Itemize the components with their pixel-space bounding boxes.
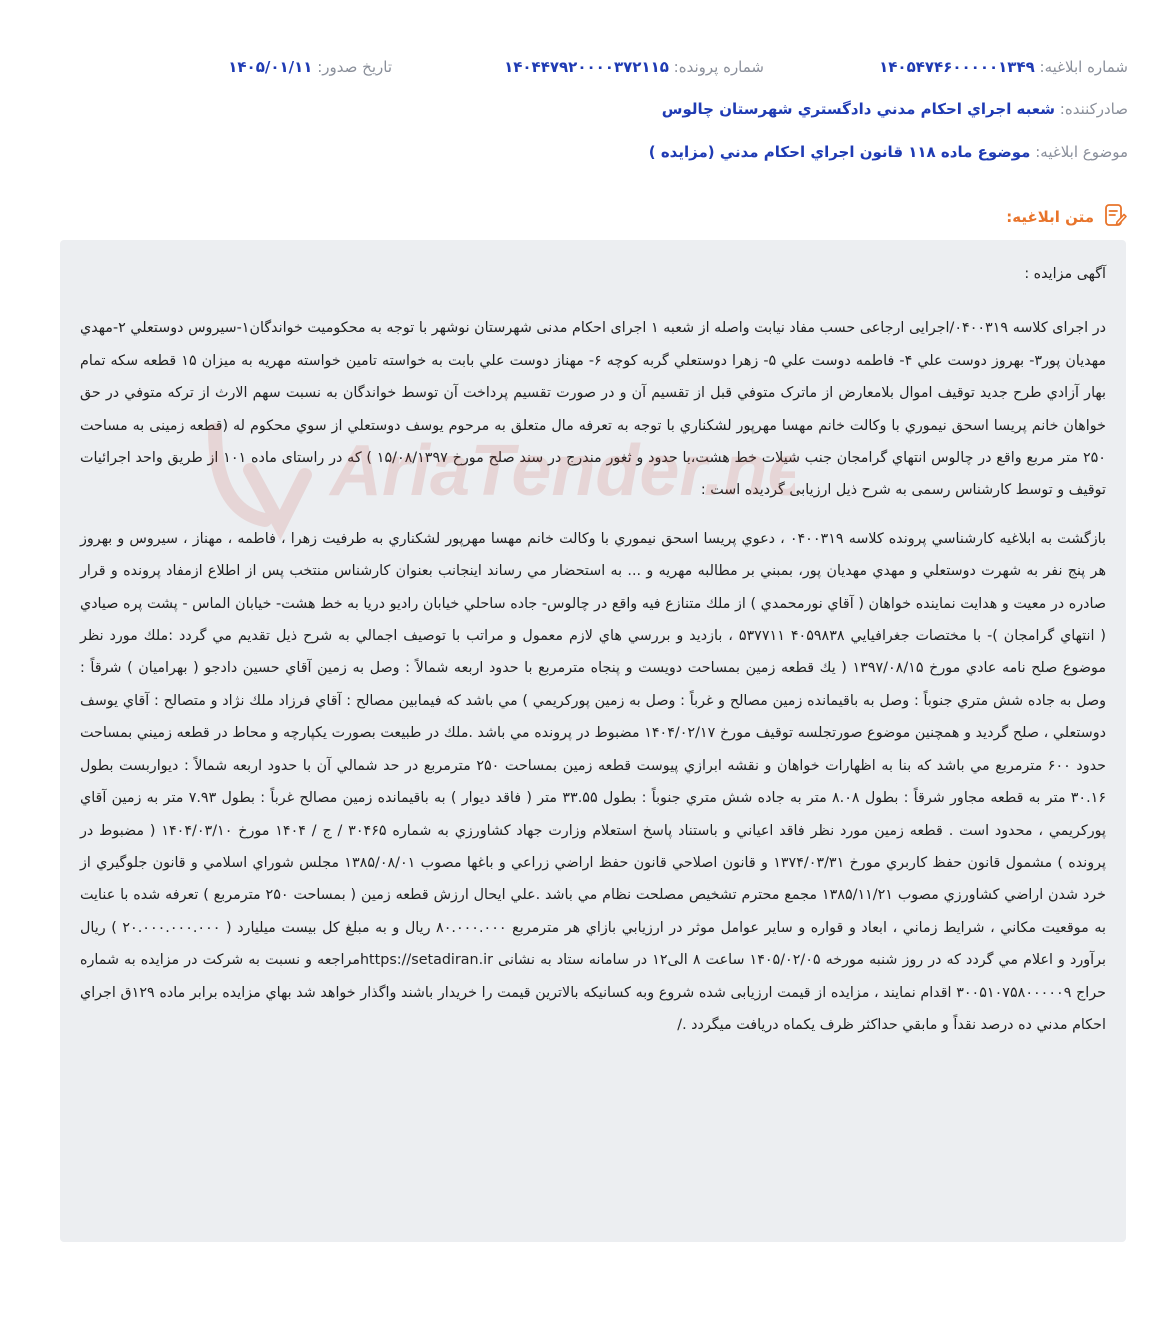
header-meta-row [46,58,1128,82]
case-number-value: ۱۴۰۴۴۷۹۲۰۰۰۰۳۷۲۱۱۵ [504,58,669,76]
issue-date-label: تاريخ صدور: [317,58,392,76]
paragraph-2: بازگشت به ابلاغيه كارشناسي پرونده كلاسه ۰۴۰۰۳۱۹ ، دعوي پريسا اسحق نيموري با وكالت خانم مهسا مهرپور لشكناري به طرفيت زهرا ، فاطمه ، مهناز ، سيروس و بهروز هر پنج نفر به شهرت دوستعلي و مهدي مهديان پور، بمبني بر مطالبه مهريه و ... به استحضار مي رساند اينجانب بعنوان كارشناس منتخب پس از اطلاع ازمفاد پرونده و قرار صادره در معيت و هدايت نماينده خواهان ( آقاي نورمحمدي ) از ملك متنازع فيه واقع در چالوس- جاده ساحلي خيابان راديو دريا به خط هشت- خيابان الماس - پشت پره صيادي ( انتهاي گرامجان )- با مختصات جغرافيايي ۴۰۵۹۸۳۸ ۵۳۷۷۱۱ ، بازديد و بررسي هاي لازم معمول و مراتب با توصيف اجمالي به شرح ذيل تقديم مي گردد :ملك مورد نظر موضوع صلح نامه عادي مورخ ۱۳۹۷/۰۸/۱۵ ( يك قطعه زمين بمساحت دويست و پنجاه مترمربع با حدود اربعه شمالاً : وصل به زمين آقاي حسين دادجو ( بهراميان ) شرقاً : وصل به جاده شش متري جنوباً : وصل به باقيمانده زمين مصالح و غرباً : وصل به زمين پوركريمي ) مي باشد كه فيمابين مصالح : آقاي فرزاد ملك نژاد و متصالح : آقاي يوسف دوستعلي ، صلح گرديد و همچنين موضوع صورتجلسه توقيف مورخ ۱۴۰۴/۰۲/۱۷ مضبوط در پرونده مي باشد .ملك در طبيعت بصورت يكپارچه و محاط در قطعه زميني بمساحت حدود ۶۰۰ مترمربع مي باشد كه بنا به اظهارات خواهان و نقشه ابرازي پيوست قطعه زمين بمساحت ۲۵۰ مترمربع در حد شمالي آن با حدود اربعه شمالاً : ديواربست بطول ۳۰.۱۶ متر به قطعه مجاور شرقاً : بطول ۸.۰۸ متر به جاده شش متري جنوباً : بطول ۳۳.۵۵ متر ( فاقد ديوار ) به باقيمانده زمين مصالح غرباً : بطول ۷.۹۳ متر به زمين آقاي پوركريمي ، محدود است . قطعه زمين مورد نظر فاقد اعياني و باستناد پاسخ استعلام وزارت جهاد كشاورزي به شماره ۳۰۴۶۵ / ج / ۱۴۰۴ مورخ ۱۴۰۴/۰۳/۱۰ ( مضبوط در پرونده ) مشمول قانون حفظ كاربري مورخ ۱۳۷۴/۰۳/۳۱ و قانون اصلاحي قانون حفظ اراضي زراعي و باغها مصوب ۱۳۸۵/۰۸/۰۱ مجلس شوراي اسلامي و قانون جلوگيري از خرد شدن اراضي كشاورزي مصوب ۱۳۸۵/۱۱/۲۱ مجمع محترم تشخيص مصلحت نظام مي باشد .علي ايحال ارزش قطعه زمين ( بمساحت ۲۵۰ مترمربع ) تعرفه شده با عنايت به موقعيت مكاني ، شرايط زماني ، ابعاد و قواره و ساير عوامل موثر در ارزيابي بازاي هر مترمربع ۸۰.۰۰۰.۰۰۰ ريال و به مبلغ كل بيست ميليارد ( ۲۰.۰۰۰.۰۰۰.۰۰۰ ) ريال برآورد و اعلام مي گردد که در روز شنبه مورخه ۱۴۰۵/۰۲/۰۵ ساعت ۸ الی۱۲ در سامانه ستاد به نشانی https://setadiran.irمراجعه و نسبت به شرکت در مزایده به شماره حراج ۳۰۰۵۱۰۷۵۸۰۰۰۰۰۹ اقدام نمایند ، مزایده از قیمت ارزیابی شده شروع وبه کسانیکه بالاترین قیمت را خریدار باشند واگذار خواهد شد بهاي مزايده برابر ماده ۱۲۹ق اجراي احكام مدني ده درصد نقداً و مابقي حداكثر ظرف يكماه دريافت ميگردد ./ [80,530,1107,1033]
issuer-label: صادرکننده: [1059,100,1128,118]
auction-heading: آگهی مزایده : [1024,266,1106,282]
subject-line [649,143,1128,161]
issue-date-value: ۱۴۰۵/۰۱/۱۱ [228,58,313,76]
notice-text-heading [1006,202,1128,232]
issue-date [228,58,392,76]
subject-value: موضوع ماده ۱۱۸ قانون اجراي احکام مدني (مزايده ) [648,143,1031,161]
notice-number-label: شماره ابلاغيه: [1039,58,1128,76]
case-number [504,58,764,76]
subject-label: موضوع ابلاغيه: [1035,143,1128,161]
section-title: متن ابلاغیه: [1006,208,1094,226]
notice-number [879,58,1128,76]
paragraph-1: در اجرای کلاسه ۰۴۰۰۳۱۹/اجرایی ارجاعی حسب مفاد نیابت واصله از شعبه ۱ اجرای احکام مدنی شهرستان نوشهر با توجه به محکومیت خواندگان۱-سیروس دوستعلي ۲-مهدي مهديان پور۳- بهروز دوست علي ۴- فاطمه دوست علي ۵- زهرا دوستعلي گربه کوچه ۶- مهناز دوست علي بابت به خواسته تامين خواسته مهريه به ميزان ۱۵ قطعه سکه تمام بهار آزادي طرح جديد توقيف اموال بلامعارض از ماترک متوفي قبل از تقسيم آن و در صورت تقسيم پرداخت آن توسط خواندگان به نسبت سهم الارث از ترکه متوفي در حق خواهان خانم پريسا اسحق نيموري با وکالت خانم مهسا مهرپور لشکناري با توجه به تعرفه مال متعلق به مرحوم يوسف دوستعلي از سوي محکوم له (قطعه زمینی به مساحت ۲۵۰ متر مربع واقع در چالوس انتهاي گرامجان جنب شيلات خط هشت،با حدود و ثغور مندرج در سند صلح مورخ ۱۵/۰۸/۱۳۹۷ ) که در راستای ماده ۱۰۱ از طریق واحد اجرائیات توقیف و توسط کارشناس رسمی به شرح ذیل ارزیابی گردیده است : [80,320,1106,499]
notice-text-box [60,240,1126,1242]
notice-text-content [80,258,1106,1041]
issuer-value: شعبه اجراي احكام مدني دادگستري شهرستان چالوس [661,100,1055,118]
case-number-label: شماره پرونده: [673,58,764,76]
issuer-line [662,100,1128,118]
notice-number-value: ۱۴۰۵۴۷۴۶۰۰۰۰۰۱۳۴۹ [879,58,1035,76]
document-edit-icon [1102,202,1128,232]
